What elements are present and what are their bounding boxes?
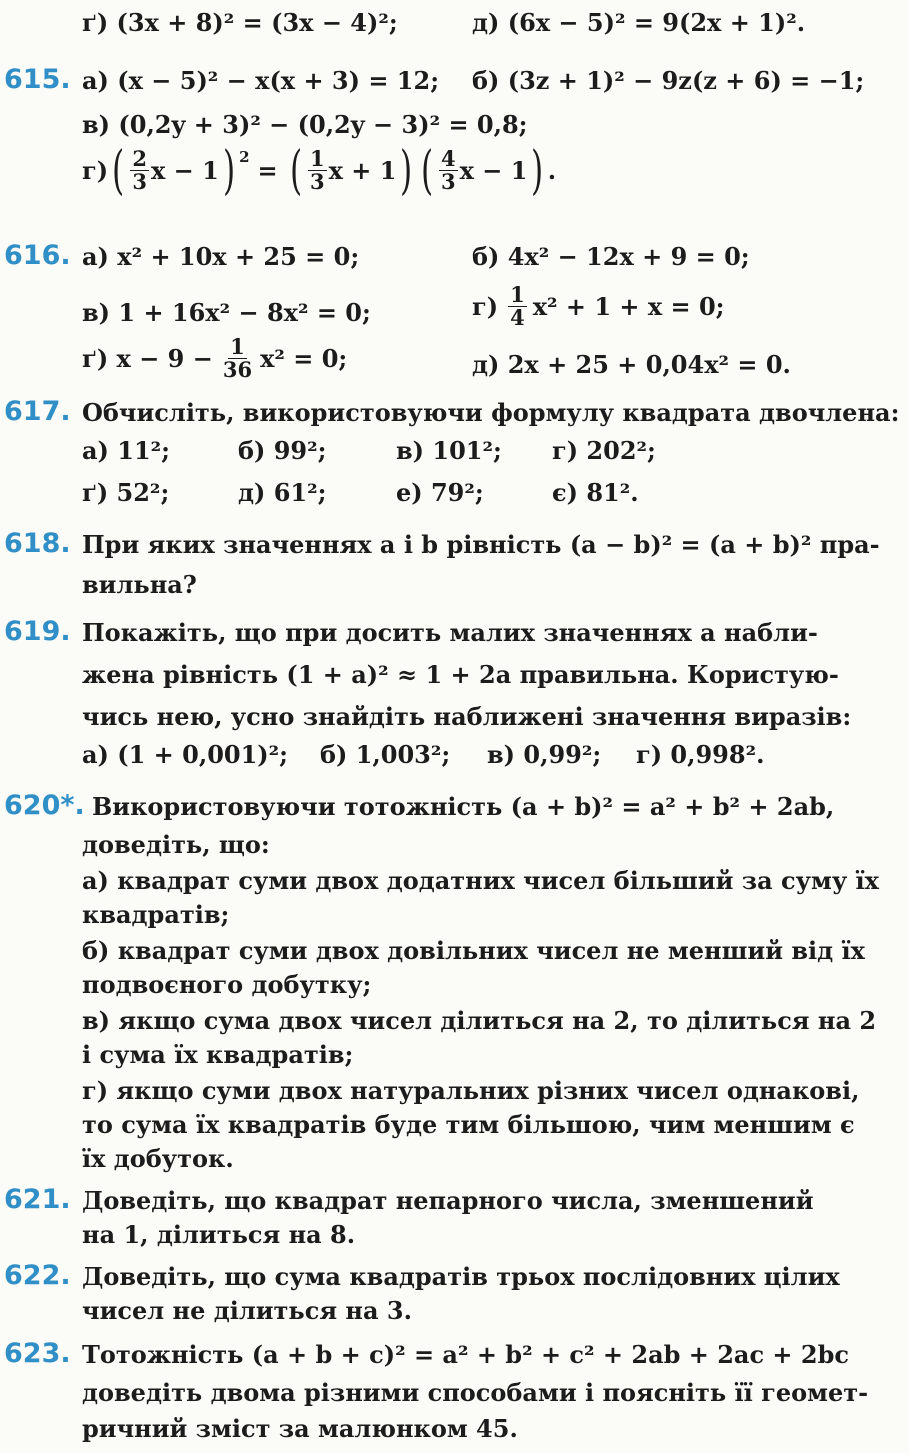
exercise-619-b: б) 1,003²; — [320, 740, 451, 769]
exercise-616-b: б) 4x² − 12x + 9 = 0; — [472, 242, 750, 271]
exercise-616-g — [472, 284, 725, 329]
exercise-619-line1: Покажіть, що при досить малих значеннях a набли- — [82, 618, 818, 647]
exercise-617-v: в) 101²; — [396, 436, 502, 465]
exercise-620-a2: квадратів; — [82, 900, 230, 929]
exercise-number-616: 616. — [4, 240, 71, 271]
exercise-618-line1: При яких значеннях a і b рівність (a − b)² = (a + b)² пра- — [82, 530, 880, 559]
exercise-616-gg — [82, 336, 347, 381]
exercise-number-617: 617. — [4, 396, 71, 427]
exercise-617-gg: ґ) 52²; — [82, 478, 170, 507]
fraction: $\frac{1}{36}$ — [222, 334, 253, 382]
exercise-620-b2: подвоєного добутку; — [82, 970, 372, 999]
exercise-622-line2: чисел не ділиться на 3. — [82, 1296, 412, 1325]
exercise-number-615: 615. — [4, 64, 71, 95]
exercise-620-line2: доведіть, що: — [82, 830, 270, 859]
exercise-number-618: 618. — [4, 528, 71, 559]
exercise-620-a1: а) квадрат суми двох додатних чисел більший за суму їх — [82, 866, 879, 895]
exercise-616-v: в) 1 + 16x² − 8x² = 0; — [82, 298, 371, 327]
exercise-623-line1: Тотожність (a + b + c)² = a² + b² + c² + 2ab + 2ac + 2bc — [82, 1340, 849, 1369]
exercise-615-v: в) (0,2y + 3)² − (0,2y − 3)² = 0,8; — [82, 110, 528, 139]
exercise-619-v: в) 0,99²; — [487, 740, 602, 769]
equals: = — [257, 156, 278, 185]
exercise-number-621: 621. — [4, 1184, 71, 1215]
exercise-622-line1: Доведіть, що сума квадратів трьох послідовних цілих — [82, 1262, 840, 1291]
item-label: ґ) x − 9 − — [82, 344, 213, 373]
exercise-619-line2: жена рівність (1 + a)² ≈ 1 + 2a правильна. Користую- — [82, 660, 839, 689]
open-paren: ( — [112, 140, 125, 201]
term: x² + 1 + x = 0; — [532, 292, 725, 321]
exercise-620-line1: Використовуючи тотожність (a + b)² = a² + b² + 2ab, — [92, 792, 835, 821]
exponent: 2 — [239, 148, 250, 166]
exercise-617-text: Обчисліть, використовуючи формулу квадрата двочлена: — [82, 398, 900, 427]
exercise-number-622: 622. — [4, 1260, 71, 1291]
exercise-619-g: г) 0,998². — [636, 740, 765, 769]
exercise-615-b: б) (3z + 1)² − 9z(z + 6) = −1; — [472, 66, 865, 95]
exercise-number-623: 623. — [4, 1338, 71, 1369]
exercise-621-line1: Доведіть, що квадрат непарного числа, зменшений — [82, 1186, 814, 1215]
exercise-620-g3: їх добуток. — [82, 1144, 234, 1173]
exercise-615-g — [82, 140, 557, 201]
exercise-620-g1: г) якщо суми двох натуральних різних чисел однакові, — [82, 1076, 860, 1105]
exercise-620-v2: і сума їх квадратів; — [82, 1040, 354, 1069]
item-label: г) — [82, 156, 109, 185]
exercise-620-g2: то сума їх квадратів буде тим більшою, чим меншим є — [82, 1110, 855, 1139]
exercise-620-b1: б) квадрат суми двох довільних чисел не менший від їх — [82, 936, 865, 965]
exercise-623-line2: доведіть двома різними способами і поясніть її геомет- — [82, 1378, 869, 1407]
fraction: $\frac{1}{4}$ — [510, 282, 525, 330]
exercise-619-a: а) (1 + 0,001)²; — [82, 740, 289, 769]
term: x + 1 — [328, 156, 397, 185]
term: x − 1 — [459, 156, 528, 185]
exercise-617-ye: є) 81². — [552, 478, 639, 507]
fraction: $\frac{4}{3}$ — [441, 146, 456, 194]
exercise-618-line2: вильна? — [82, 570, 197, 599]
exercise-614-g: ґ) (3x + 8)² = (3x − 4)²; — [82, 8, 398, 37]
exercise-617-b: б) 99²; — [238, 436, 327, 465]
exercise-617-d: д) 61²; — [238, 478, 327, 507]
open-paren: ( — [420, 140, 433, 201]
term: x² = 0; — [260, 344, 348, 373]
exercise-616-d: д) 2x + 25 + 0,04x² = 0. — [472, 350, 791, 379]
exercise-621-line2: на 1, ділиться на 8. — [82, 1220, 356, 1249]
exercise-number-620: 620*. — [4, 790, 85, 821]
fraction: $\frac{2}{3}$ — [132, 146, 147, 194]
exercise-617-a: а) 11²; — [82, 436, 171, 465]
exercise-616-a: а) x² + 10x + 25 = 0; — [82, 242, 360, 271]
close-paren: ) — [531, 140, 544, 201]
exercise-615-a: а) (x − 5)² − x(x + 3) = 12; — [82, 66, 440, 95]
exercise-620-v1: в) якщо сума двох чисел ділиться на 2, то ділиться на 2 — [82, 1006, 877, 1035]
term: x − 1 — [150, 156, 219, 185]
exercise-623-line3: ричний зміст за малюнком 45. — [82, 1414, 518, 1443]
exercise-number-619: 619. — [4, 616, 71, 647]
close-paren: ) — [222, 140, 236, 201]
fraction: $\frac{1}{3}$ — [309, 146, 325, 194]
close-paren: ) — [400, 140, 413, 201]
exercise-617-g: г) 202²; — [552, 436, 656, 465]
open-paren: ( — [289, 140, 302, 201]
exercise-617-e: е) 79²; — [396, 478, 484, 507]
end-dot: . — [547, 156, 557, 185]
item-label: г) — [472, 292, 499, 321]
exercise-614-d: д) (6x − 5)² = 9(2x + 1)². — [472, 8, 806, 37]
exercise-619-line3: чись нею, усно знайдіть наближені значення виразів: — [82, 702, 852, 731]
